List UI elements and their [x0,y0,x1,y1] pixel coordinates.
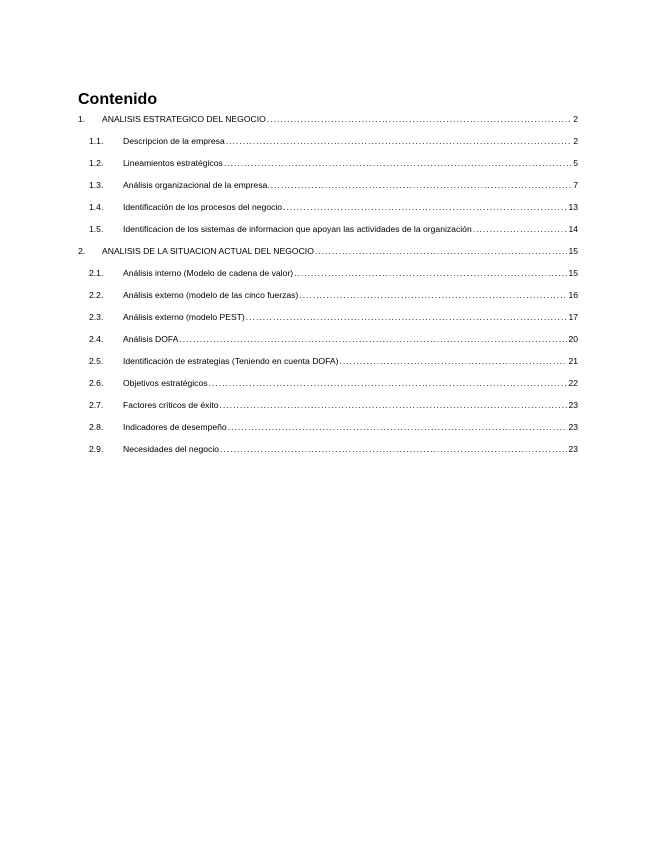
toc-entry-text: Factores críticos de éxito [123,400,219,410]
toc-entry-text: Descripcion de la empresa [123,136,225,146]
toc-leader-dots [209,378,568,388]
toc-leader-dots [226,136,572,146]
toc-entry-text: Indicadores de desempeño [123,422,227,432]
toc-leader-dots [220,400,568,410]
toc-entry-2-3[interactable] [78,300,578,322]
toc-entry-1-5[interactable] [78,212,578,234]
toc-entry-number: 2.4. [89,334,104,344]
toc-entry-2[interactable] [78,234,578,256]
toc-entry-page: 22 [568,378,578,388]
toc-entry-1-2[interactable] [78,146,578,168]
toc-entry-number: 2.9. [89,444,104,454]
toc-entry-number: 1.1. [89,136,104,146]
toc-leader-dots [294,268,567,278]
toc-entry-2-1[interactable] [78,256,578,278]
toc-entry-number: 1.2. [89,158,104,168]
toc-leader-dots [224,158,572,168]
toc-entry-number: 2.2. [89,290,104,300]
toc-entry-number: 1.3. [89,180,104,190]
toc-leader-dots [179,334,567,344]
toc-entry-page: 17 [568,312,578,322]
toc-leader-dots [299,290,567,300]
toc-entry-number: 2. [78,246,86,256]
toc-entry-text: Análisis interno (Modelo de cadena de valor) [123,268,294,278]
toc-entry-text: Identificación de los procesos del negocio [123,202,283,212]
toc-leader-dots [267,114,572,124]
toc-leader-dots [220,444,567,454]
toc-entry-text: Necesidades del negocio [123,444,220,454]
toc-entry-text: ANALISIS DE LA SITUACION ACTUAL DEL NEGOCIO [102,246,314,256]
toc-entry-page: 7 [573,180,578,190]
toc-entry-number: 2.7. [89,400,104,410]
toc-entry-1-1[interactable] [78,124,578,146]
toc-entry-2-2[interactable] [78,278,578,300]
toc-entry-number: 2.6. [89,378,104,388]
toc-entry-2-5[interactable] [78,344,578,366]
toc-entry-text: Análisis externo (modelo de las cinco fuerzas) [123,290,299,300]
toc-entry-text: Análisis organizacional de la empresa. [123,180,270,190]
toc-entry-text: ANALISIS ESTRATEGICO DEL NEGOCIO [102,114,266,124]
toc-entry-page: 2 [573,136,578,146]
toc-entry-1[interactable] [78,114,578,124]
toc-entry-text: Identificación de estrategias (Teniendo en cuenta DOFA) [123,356,339,366]
toc-entry-page: 5 [573,158,578,168]
toc-entry-page: 15 [568,246,578,256]
toc-entry-text: Análisis DOFA [123,334,179,344]
toc-leader-dots [339,356,567,366]
toc-entry-page: 23 [568,400,578,410]
toc-entry-page: 23 [568,444,578,454]
toc-entry-text: Análisis externo (modelo PEST) [123,312,245,322]
toc-entry-page: 2 [573,114,578,124]
toc-entry-page: 13 [568,202,578,212]
toc-leader-dots [315,246,568,256]
toc-title: Contenido [78,91,158,108]
toc-entry-1-4[interactable] [78,190,578,212]
toc-entry-2-6[interactable] [78,366,578,388]
toc-entry-page: 20 [568,334,578,344]
toc-entry-number: 1.5. [89,224,104,234]
toc-entry-page: 14 [568,224,578,234]
toc-leader-dots [283,202,567,212]
toc-entry-2-8[interactable] [78,410,578,432]
toc-entry-number: 2.8. [89,422,104,432]
table-of-contents [78,114,578,454]
toc-entry-number: 2.1. [89,268,104,278]
toc-leader-dots [271,180,573,190]
toc-entry-1-3[interactable] [78,168,578,190]
toc-entry-page: 15 [568,268,578,278]
toc-entry-page: 21 [568,356,578,366]
toc-entry-number: 2.5. [89,356,104,366]
toc-entry-page: 16 [568,290,578,300]
toc-entry-text: Lineamientos estratégicos [123,158,223,168]
toc-entry-text: Objetivos estratégicos [123,378,208,388]
toc-entry-number: 2.3. [89,312,104,322]
toc-leader-dots [228,422,568,432]
toc-entry-2-7[interactable] [78,388,578,410]
toc-entry-number: 1. [78,114,86,124]
toc-entry-text: Identificacion de los sistemas de informacion que apoyan las actividades de la organización [123,224,472,234]
toc-leader-dots [246,312,568,322]
toc-entry-number: 1.4. [89,202,104,212]
toc-leader-dots [473,224,568,234]
toc-entry-2-9[interactable] [78,432,578,454]
toc-entry-page: 23 [568,422,578,432]
toc-entry-2-4[interactable] [78,322,578,344]
